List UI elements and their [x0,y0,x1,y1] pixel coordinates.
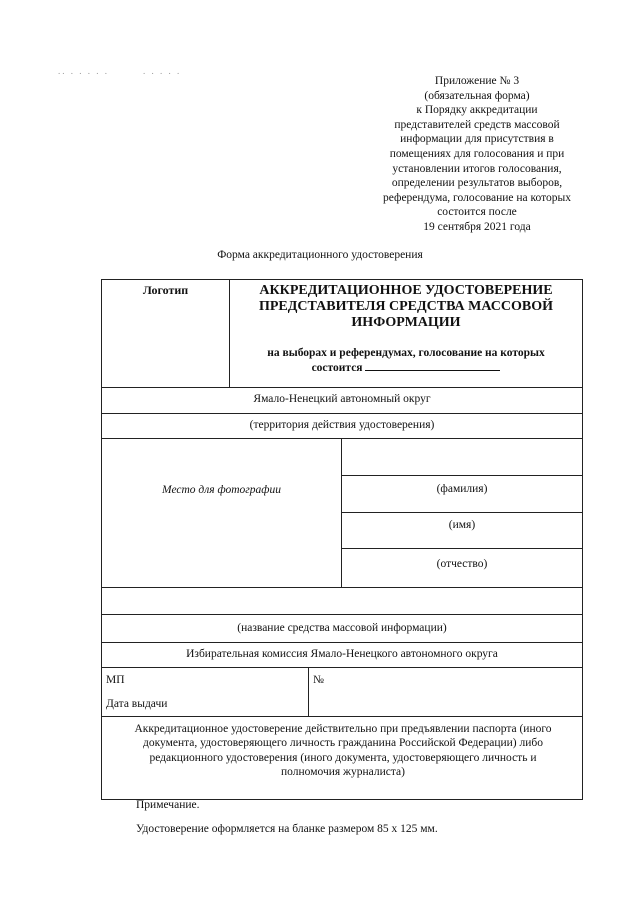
validity-line: полномочия журналиста) [281,766,405,779]
appendix-line: состоится после [437,206,517,219]
region-name: Ямало-Ненецкий автономный округ [253,393,431,405]
note-text: Удостоверение оформляется на бланке размером 85 х 125 мм. [136,823,438,835]
validity-line: Аккредитационное удостоверение действительно при предъявлении паспорта (иного [134,723,552,735]
surname-field[interactable] [341,438,583,476]
stamp-label: МП [106,674,125,686]
card-title-line: ИНФОРМАЦИИ [351,315,461,330]
media-name-field[interactable] [101,587,583,615]
surname-caption: (фамилия) [436,483,488,495]
number-label: № [313,674,324,686]
appendix-line: определении результатов выборов, [391,177,563,190]
photo-placeholder-label: Место для фотографии [162,484,281,496]
media-caption: (название средства массовой информации) [237,622,447,634]
patronymic-caption: (отчество) [436,558,488,570]
note-heading: Примечание. [136,799,200,811]
scan-marks: .. . . . . . . . . . . [58,66,182,76]
appendix-line: (обязательная форма) [424,89,530,102]
name-caption: (имя) [448,519,476,531]
card-subtitle-line: на выборах и референдумах, голосование на которых [267,347,545,359]
appendix-line: информации для присутствия в [400,133,554,146]
card-title [230,283,582,331]
appendix-line: к Порядку аккредитации [416,104,538,117]
validity-text [112,722,574,780]
number-cell[interactable] [308,667,583,717]
card-subtitle-word: состоится [311,362,363,374]
card-title-line: ПРЕДСТАВИТЕЛЯ СРЕДСТВА МАССОВОЙ [258,299,554,314]
issue-date-label: Дата выдачи [106,698,168,710]
validity-line: редакционного удостоверения (иного документа, удостоверяющего личность и [149,751,537,764]
appendix-line: представителей средств массовой [394,118,560,131]
appendix-line: референдума, голосование на которых [383,191,571,204]
form-caption: Форма аккредитационного удостоверения [217,249,423,261]
photo-cell [101,438,342,588]
election-date-blank[interactable] [365,360,500,371]
validity-line: документа, удостоверяющего личность гражданина Российской Федерации) либо [142,737,544,750]
territory-caption: (территория действия удостоверения) [249,419,435,431]
appendix-line: 19 сентября 2021 года [423,220,531,233]
card-title-line: АККРЕДИТАЦИОННОЕ УДОСТОВЕРЕНИЕ [259,283,553,298]
appendix-line: Приложение № 3 [434,75,520,87]
commission-name: Избирательная комиссия Ямало-Ненецкого автономного округа [186,648,498,660]
appendix-header [360,74,594,235]
card-subtitle [230,346,582,375]
logo-label: Логотип [142,283,189,297]
appendix-line: установлении итогов голосования, [392,162,562,175]
appendix-line: помещениях для голосования и при [389,147,565,160]
